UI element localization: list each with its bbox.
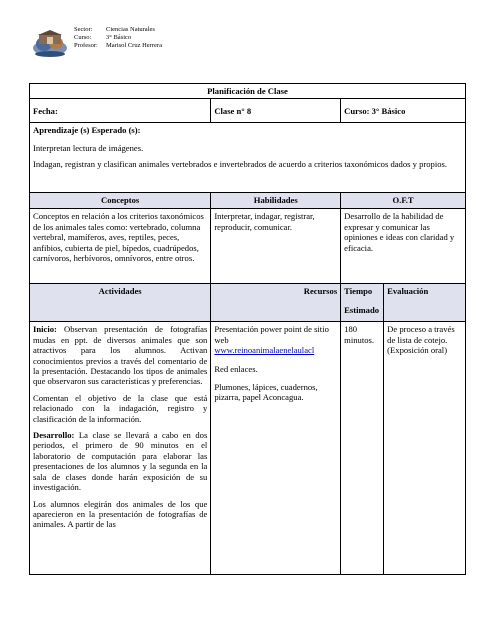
col-tiempo <box>341 284 384 322</box>
col-recursos: Recursos <box>211 284 341 322</box>
actividades-cell <box>30 322 211 575</box>
col-tiempo-line-2: Estimado <box>344 304 380 315</box>
sector-value: Ciencias Naturales <box>106 26 155 33</box>
col-tiempo-line-1: Tiempo <box>344 286 373 297</box>
conceptos-text: Conceptos en relación a los criterios taxonómicos de los animales tales como: vertebrado, columna vertebral, mamíferos, aves, reptiles, peces, anfibios, cubierta de piel, bípedos, cuadrúpedos, carnívoros, herbívoros, omnívoros, entre otros. <box>30 209 211 284</box>
curso-label: Curso: <box>74 34 92 41</box>
inicio-paragraph <box>33 324 207 386</box>
document-header <box>30 26 230 56</box>
curso-value: 3° Básico <box>106 34 132 41</box>
col-oft: O.F.T <box>341 193 466 209</box>
recursos-item-1: Presentación power point de sitio web <box>214 324 329 345</box>
desarrollo-paragraph <box>33 430 207 492</box>
objetivo-paragraph: Comentan el objetivo de la clase que está relacionado con la indagación, registro y clasificación de la información. <box>33 392 208 424</box>
table-title: Planificación de Clase <box>30 84 466 99</box>
header-meta <box>74 26 162 50</box>
inicio-label: Inicio: <box>33 324 57 335</box>
alumnos-paragraph: Los alumnos elegirán dos animales de los que aparecieron en la presentación de fotografías de animales. A partir de las <box>33 498 208 530</box>
desarrollo-text: La clase se llevará a cabo en dos periodos, el primero de 90 minutos en el laboratorio de computación para elaborar las presentaciones de los alumnos y la segunda en la sala de clases donde harán exposición de su investigación. <box>33 430 208 493</box>
oft-text: Desarrollo de la habilidad de expresar y comunicar las opiniones e ideas con claridad y eficacia. <box>341 209 466 284</box>
profesor-label: Profesor: <box>74 42 98 49</box>
col-conceptos: Conceptos <box>30 193 211 209</box>
desarrollo-label: Desarrollo: <box>33 430 75 441</box>
col-evaluacion: Evaluación <box>384 284 466 322</box>
aprendizaje-item-1: Interpretan lectura de imágenes. <box>33 142 144 153</box>
fecha-label: Fecha: <box>30 99 211 123</box>
inicio-text: Observan presentación de fotografías mudas en ppt. de diversos animales que son atractivos para los alumnos. Activan conocimientos previos a través del comentario de la presentación. Destacando los tipos de animales que observaron sus características y preferencias. <box>33 324 208 387</box>
sector-label: Sector: <box>74 26 93 33</box>
recursos-cell <box>211 322 341 575</box>
curso-cell: Curso: 3° Básico <box>341 99 466 123</box>
recursos-item-2: Red enlaces. <box>214 363 258 374</box>
tiempo-text: 180 minutos. <box>341 322 384 575</box>
recursos-item-3: Plumones, lápices, cuadernos, pizarra, papel Aconcagua. <box>214 382 318 403</box>
evaluacion-text: De proceso a través de lista de cotejo.(Exposición oral) <box>384 322 466 575</box>
aprendizaje-label: Aprendizaje (s) Esperado (s): <box>33 125 141 136</box>
col-actividades: Actividades <box>30 284 211 322</box>
habilidades-text: Interpretar, indagar, registrar, reproducir, comunicar. <box>211 209 341 284</box>
aprendizaje-item-2: Indagan, registran y clasifican animales vertebrados e invertebrados de acuerdo a criterios taxonómicos dados y propios. <box>33 159 448 170</box>
col-habilidades: Habilidades <box>211 193 341 209</box>
planning-table <box>29 83 466 575</box>
school-logo-icon <box>30 30 70 58</box>
recursos-website-link[interactable]: www.reinoanimalaenelaulacl <box>214 345 315 356</box>
aprendizaje-cell <box>30 123 466 193</box>
profesor-value: Marisol Cruz Herrera <box>106 42 162 49</box>
clase-label: Clase n° 8 <box>211 99 341 123</box>
